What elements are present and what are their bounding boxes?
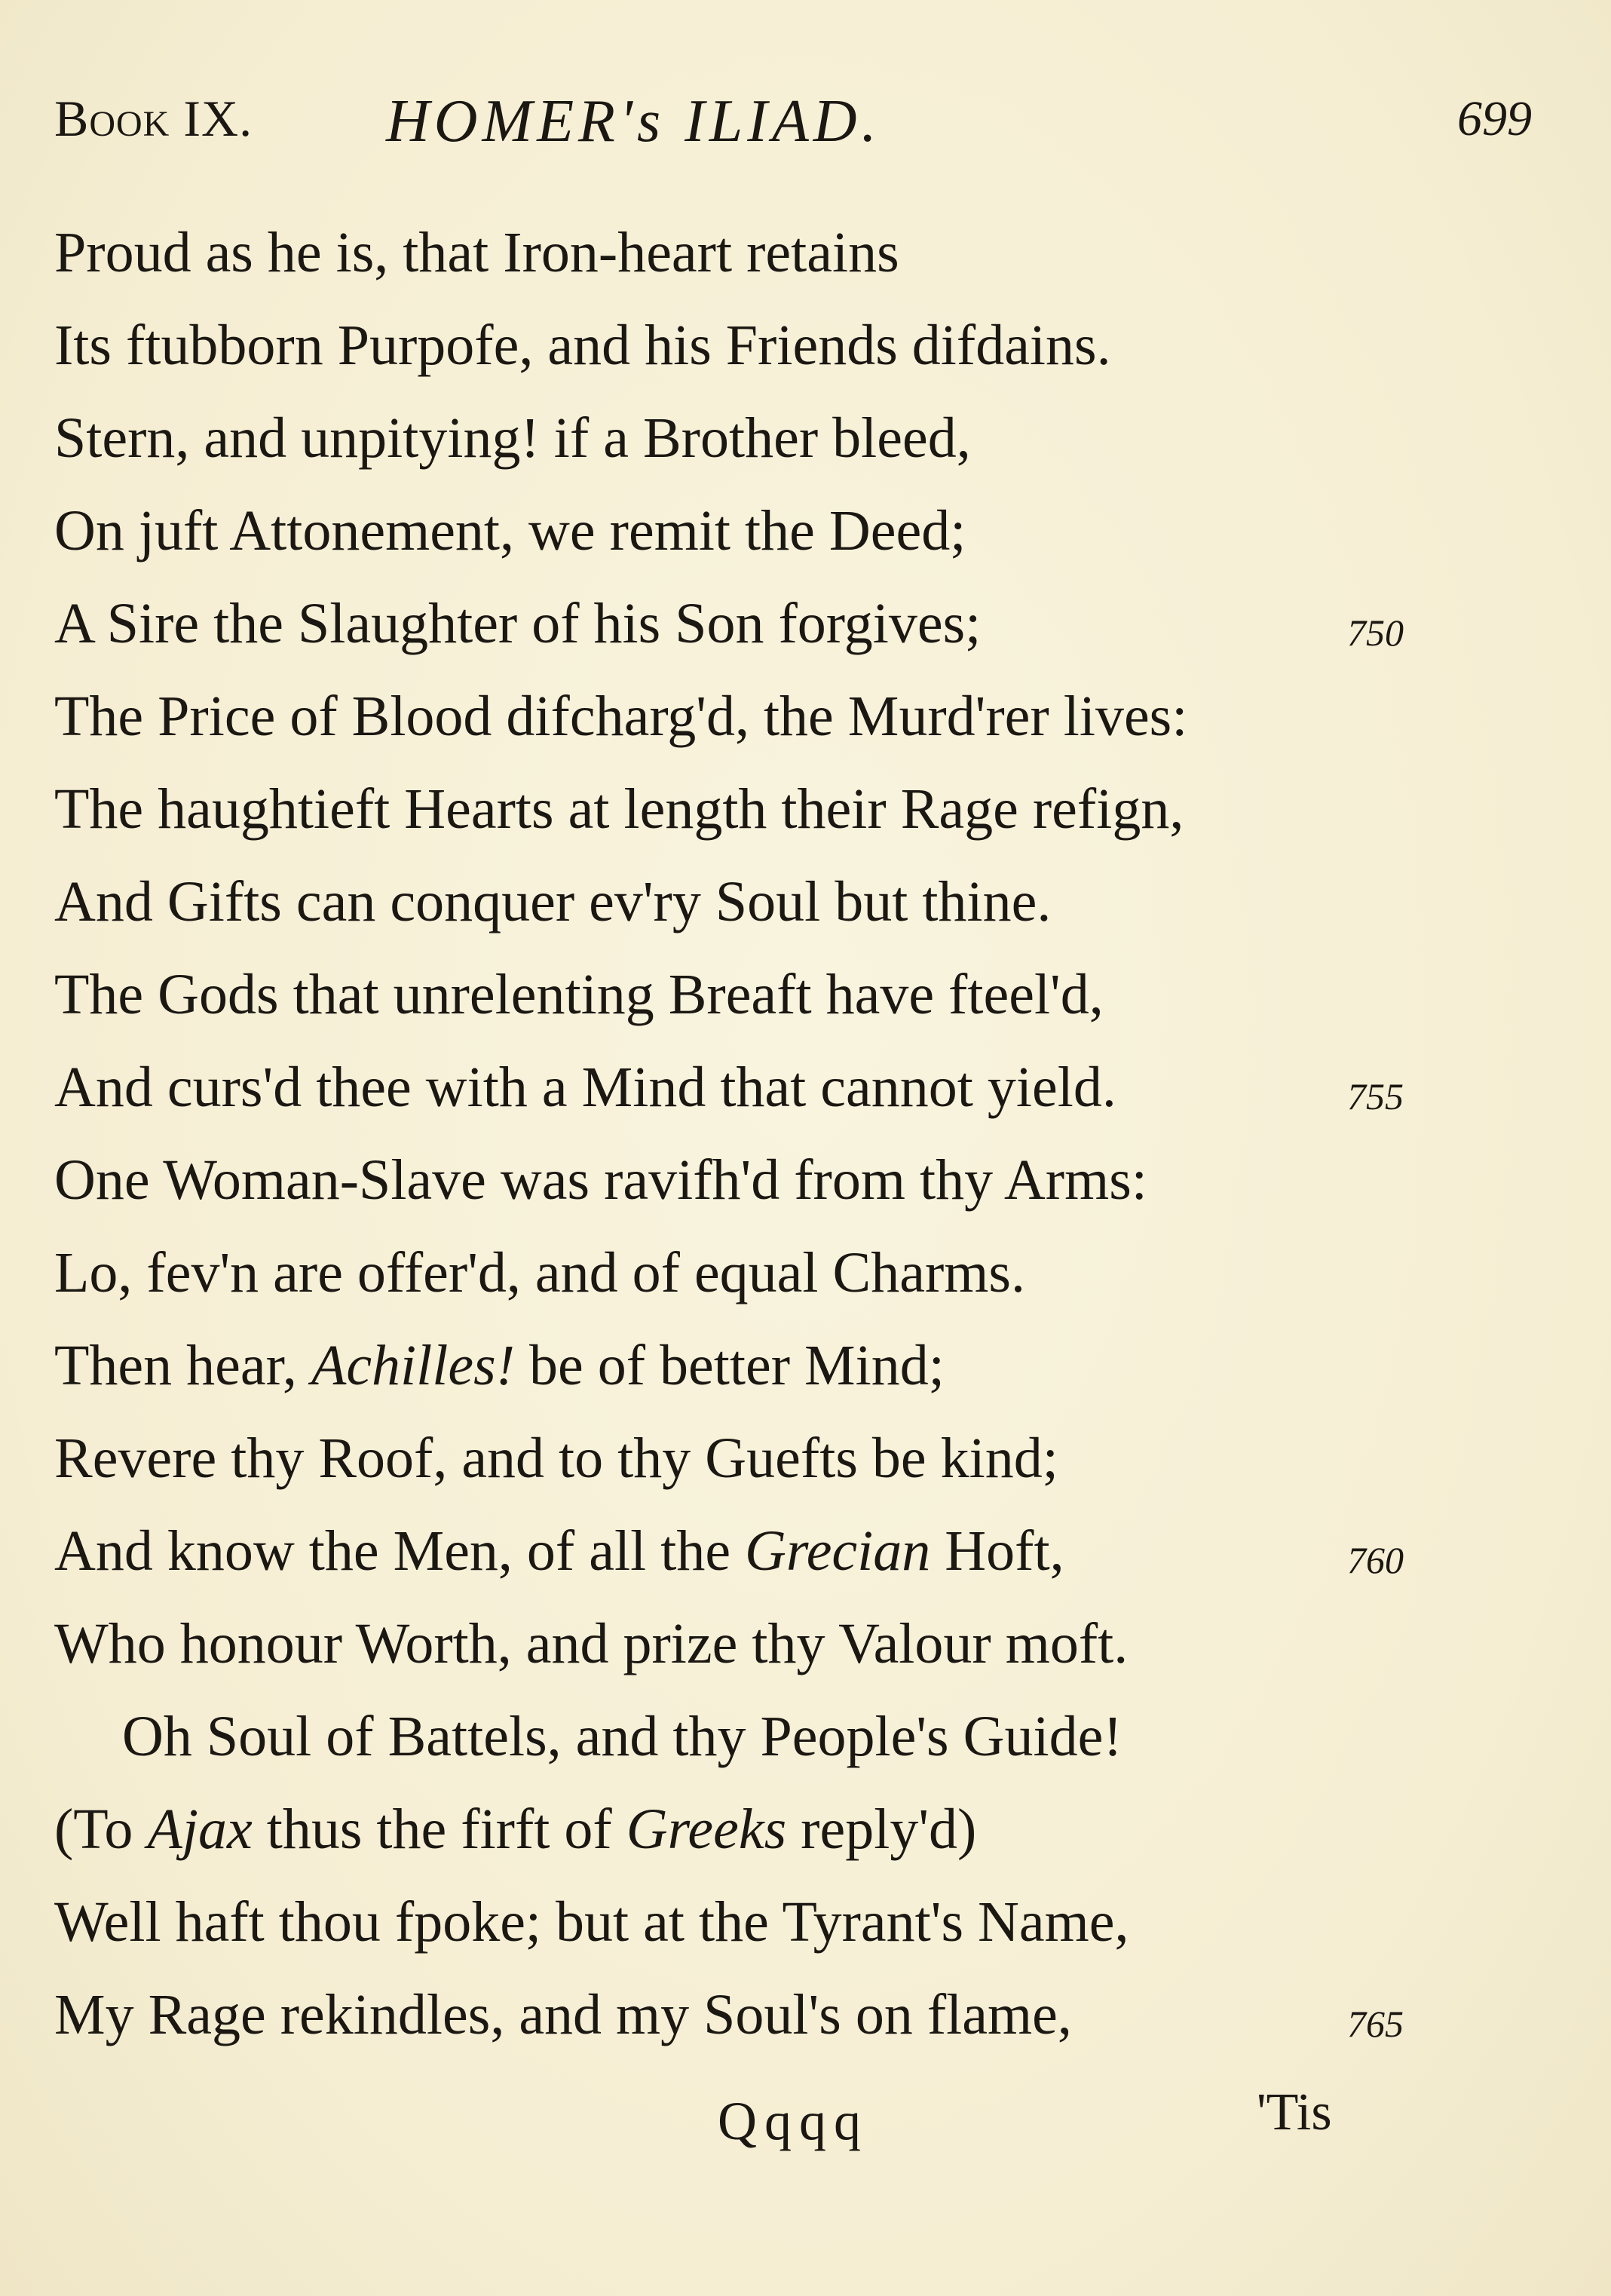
line-number: 765 <box>1347 2003 1404 2045</box>
verse-text <box>54 499 966 563</box>
verse-line <box>54 1981 1426 2074</box>
page-number: 699 <box>1457 91 1532 146</box>
verse-line <box>54 1795 1426 1888</box>
verse-text <box>54 685 1187 748</box>
line-number: 750 <box>1347 612 1404 654</box>
verse-segment: On juft Attonement, we remit the Deed; <box>54 499 966 563</box>
verse-text <box>54 1148 1147 1212</box>
verse-line <box>54 1146 1426 1239</box>
verse-segment: And curs'd thee with a Mind that cannot yield. <box>54 1056 1116 1119</box>
page-footer <box>54 2083 1426 2166</box>
verse-segment: Who honour Worth, and prize thy Valour moft. <box>54 1612 1129 1675</box>
verse-text <box>54 1334 945 1397</box>
verse-line <box>54 961 1426 1053</box>
verse-line <box>54 1888 1426 1981</box>
verse-segment: (To <box>54 1798 148 1861</box>
verse-line <box>54 497 1426 590</box>
verse-line <box>54 682 1426 775</box>
verse-line <box>54 1517 1426 1610</box>
verse-line <box>54 1424 1426 1517</box>
verse-line <box>54 1703 1426 1795</box>
verse-segment: Stern, and unpitying! if a Brother bleed, <box>54 406 971 470</box>
verse-segment: And know the Men, of all the <box>54 1519 746 1583</box>
italic-name: Ajax <box>147 1798 253 1861</box>
italic-name: Grecian <box>745 1519 931 1583</box>
verse-line <box>54 775 1426 868</box>
catchword: 'Tis <box>1257 2083 1332 2141</box>
verse-line <box>54 1239 1426 1332</box>
verse-segment: Proud as he is, that Iron-heart retains <box>54 221 899 284</box>
verse-segment: My Rage rekindles, and my Soul's on flame, <box>54 1983 1072 2046</box>
verse-line <box>54 311 1426 404</box>
verse-text <box>54 1612 1128 1675</box>
line-number: 755 <box>1347 1075 1404 1117</box>
verse-text <box>122 1705 1122 1768</box>
verse-text <box>54 963 1104 1026</box>
verse-segment: And Gifts can conquer ev'ry Soul but thine. <box>54 870 1052 933</box>
verse-text <box>54 1890 1129 1954</box>
verse-text <box>54 1983 1072 2046</box>
verse-segment: Lo, fev'n are offer'd, and of equal Charms. <box>54 1241 1025 1304</box>
verse-line <box>54 219 1426 311</box>
verse-text <box>54 221 899 284</box>
verse-segment: A Sire the Slaughter of his Son forgives; <box>54 592 982 655</box>
verse-segment: One Woman-Slave was ravifh'd from thy Arms: <box>54 1148 1147 1212</box>
italic-name: Achilles! <box>311 1334 516 1397</box>
verse-segment: be of better Mind; <box>515 1334 945 1397</box>
verse-segment: Hoft, <box>930 1519 1064 1583</box>
verse-text <box>54 1519 1064 1583</box>
verse-line <box>54 868 1426 961</box>
verse-segment: Its ftubborn Purpofe, and his Friends difdains. <box>54 314 1111 377</box>
italic-name: Greeks <box>626 1798 787 1861</box>
verse-text <box>54 592 981 655</box>
line-number: 760 <box>1347 1539 1404 1581</box>
signature-mark: Qqqq <box>718 2091 868 2151</box>
verse-segment: The haughtieft Hearts at length their Rage refign, <box>54 777 1184 841</box>
verse-text <box>54 1056 1116 1119</box>
running-head <box>54 81 1547 157</box>
verse-segment: The Price of Blood difcharg'd, the Murd'rer lives: <box>54 685 1188 748</box>
poem-text <box>54 219 1426 2074</box>
verse-text <box>54 314 1111 377</box>
verse-segment: Then hear, <box>54 1334 311 1397</box>
verse-line <box>54 1610 1426 1703</box>
verse-segment: Oh Soul of Battels, and thy People's Guide! <box>122 1705 1122 1768</box>
verse-segment: The Gods that unrelenting Breaft have fteel'd, <box>54 963 1104 1026</box>
verse-text <box>54 870 1051 933</box>
verse-text <box>54 1798 976 1861</box>
book-label: Book IX. <box>54 90 253 147</box>
verse-line <box>54 1332 1426 1424</box>
verse-segment: Well haft thou fpoke; but at the Tyrant's Name, <box>54 1890 1129 1954</box>
verse-line <box>54 1053 1426 1146</box>
verse-line <box>54 590 1426 682</box>
verse-segment: reply'd) <box>786 1798 977 1861</box>
verse-segment: Revere thy Roof, and to thy Guefts be kind; <box>54 1427 1058 1490</box>
verse-text <box>54 406 971 470</box>
verse-text <box>54 1427 1058 1490</box>
verse-line <box>54 404 1426 497</box>
verse-segment: thus the firft of <box>252 1798 626 1861</box>
verse-text <box>54 1241 1025 1304</box>
running-title: HOMER's ILIAD. <box>386 88 881 155</box>
verse-text <box>54 777 1184 841</box>
